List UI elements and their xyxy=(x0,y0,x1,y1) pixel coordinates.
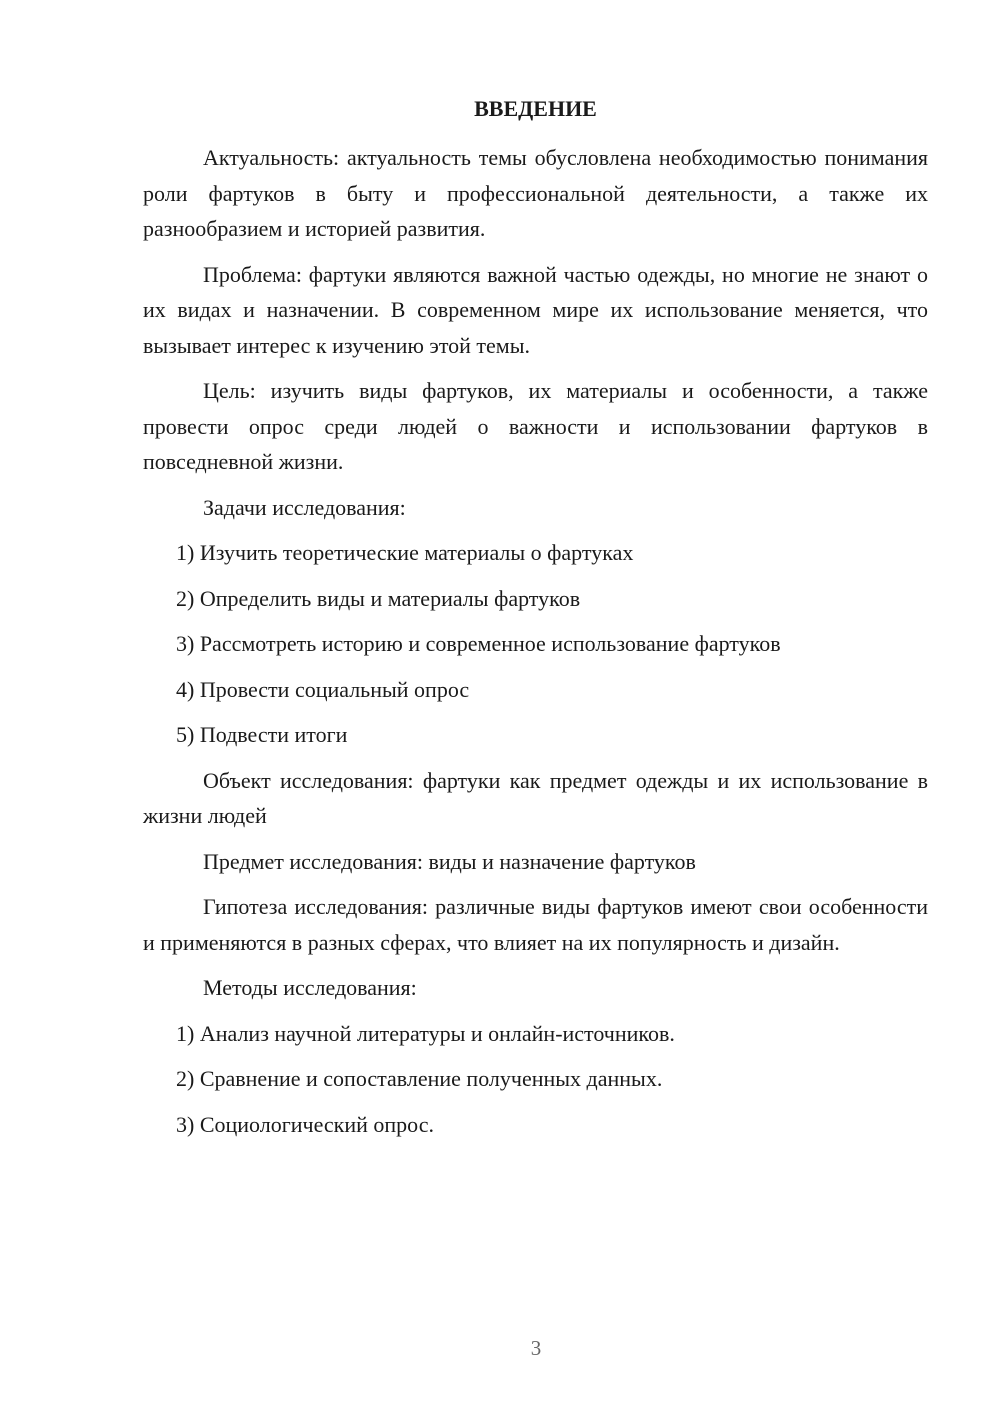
problem-paragraph: Проблема: фартуки являются важной частью одежды, но многие не знают о их видах и назначении. В современном мире их использование меняется, что вызывает интерес к изучению этой темы. xyxy=(143,261,928,358)
method-item: 3) Социологический опрос. xyxy=(176,1111,434,1137)
method-item: 2) Сравнение и сопоставление полученных данных. xyxy=(176,1066,663,1091)
hypothesis-paragraph: Гипотеза исследования: различные виды фартуков имеют свои особенности и применяются в разных сферах, что влияет на их популярность и дизайн. xyxy=(143,894,928,955)
relevance-paragraph: Актуальность: актуальность темы обусловлена необходимостью понимания роли фартуков в быту и профессиональной деятельности, а также их разнообразием и историей развития. xyxy=(143,145,928,241)
task-item: 5) Подвести итоги xyxy=(176,722,348,747)
object-paragraph: Объект исследования: фартуки как предмет одежды и их использование в жизни людей xyxy=(143,767,928,828)
task-item: 2) Определить виды и материалы фартуков xyxy=(176,585,581,611)
task-item: 3) Рассмотреть историю и современное использование фартуков xyxy=(176,631,781,656)
task-item: 4) Провести социальный опрос xyxy=(176,676,470,702)
tasks-title: Задачи исследования: xyxy=(203,494,406,520)
page-body xyxy=(143,140,928,1152)
goal-paragraph: Цель: изучить виды фартуков, их материалы и особенности, а также провести опрос среди людей о важности и использовании фартуков в повседневной жизни. xyxy=(143,378,928,474)
subject-paragraph: Предмет исследования: виды и назначение фартуков xyxy=(203,848,696,874)
task-item: 1) Изучить теоретические материалы о фартуках xyxy=(176,540,634,565)
method-item: 1) Анализ научной литературы и онлайн-источников. xyxy=(176,1020,675,1046)
page-title: ВВЕДЕНИЕ xyxy=(474,96,597,121)
page-number: 3 xyxy=(530,1336,542,1360)
methods-title: Методы исследования: xyxy=(203,975,417,1000)
